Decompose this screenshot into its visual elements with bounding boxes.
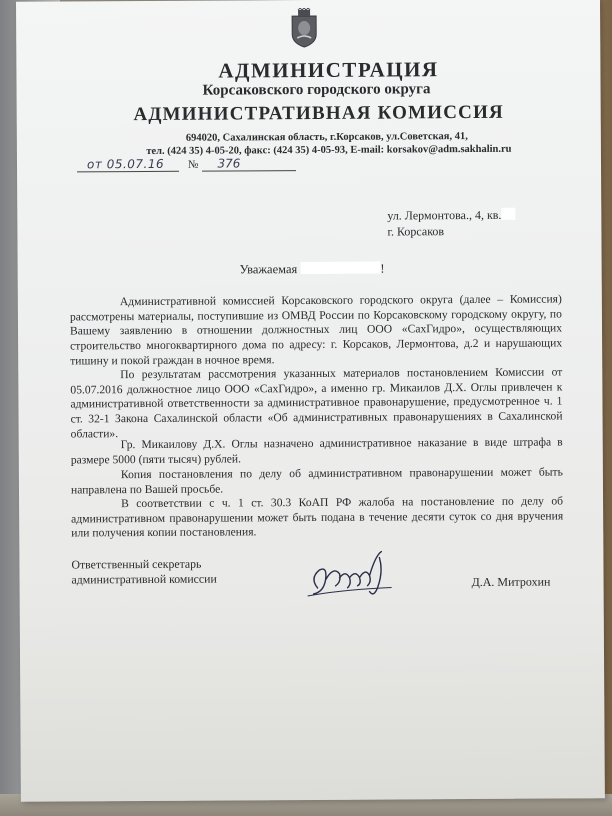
greeting-end: ! xyxy=(380,261,385,276)
document-date: 05.07.16 xyxy=(106,156,165,172)
letterhead-address: 694020, Сахалинская область, г.Корсаков, ул.Советская, 41, xyxy=(185,131,468,144)
recipient-address xyxy=(387,207,515,240)
signatory-title-line: Ответственный секретарь xyxy=(71,556,202,572)
signatory-title xyxy=(71,557,216,588)
letterhead-district: Корсаковского городского округа xyxy=(202,81,431,99)
recipient-city: г. Корсаков xyxy=(387,224,445,239)
letterhead-commission: АДМИНИСТРАТИВНАЯ КОМИССИЯ xyxy=(133,101,505,126)
redaction-box xyxy=(501,208,515,220)
document-reference xyxy=(77,156,296,172)
document-date-field xyxy=(77,157,179,173)
signatory-title-line: административной комиссии xyxy=(71,571,217,587)
body-paragraph: Копия постановления по делу об административном правонарушении может быть направлена по Вашей просьбе. xyxy=(70,465,563,497)
number-label: № xyxy=(187,158,199,171)
redaction-box xyxy=(300,262,380,274)
body-paragraph: Административной комиссией Корсаковского городского округа (далее – Комиссия) рассмотрены материалы, поступившие из ОМВД России по Корсаковскому городскому округу, по Вашему заявлению в отношении должностных лиц ООО «СахГидро», осуществляющих строительство многоквартирного дома по адресу: г. Корсаков, Лермонтова, д.2 и нарушающих тишину и покой граждан в ночное время. xyxy=(69,292,563,368)
letterhead-contacts: тел. (424 35) 4-05-20, факс: (424 35) 4-05-93, E-mail: korsakov@adm.sakhalin.ru xyxy=(146,143,512,157)
handwritten-signature xyxy=(299,547,399,608)
letter-sheet xyxy=(16,0,605,802)
greeting-word: Уважаемая xyxy=(239,262,298,277)
greeting xyxy=(240,262,385,278)
signatory-name: Д.А. Митрохин xyxy=(471,574,551,590)
coat-of-arms-icon xyxy=(289,8,319,48)
letterhead-title: АДМИНИСТРАЦИЯ xyxy=(218,57,439,83)
date-prefix: от xyxy=(86,157,103,172)
body-paragraph: В соответствии с ч. 1 ст. 30.3 КоАП РФ жалоба на постановление по делу об административном правонарушении может быть подана в течение десяти суток со дня вручения или получения копии постановления. xyxy=(71,494,564,540)
body-paragraph: По результатам рассмотрения указанных материалов постановлением Комиссии от 05.07.2016 должностное лицо ООО «СахГидро», а именно гр. Микаилов Д.Х. Оглы привлечен к административной ответственности за административное правонарушение, предусмотренное ч. 1 ст. 32-1 Закона Сахалинской области «Об административных правонарушениях в Сахалинской области». xyxy=(70,365,563,441)
document-number: 376 xyxy=(201,156,295,172)
body-paragraph: Гр. Микаилову Д.Х. Оглы назначено административное наказание в виде штрафа в размере 5000 (пяти тысяч) рублей. xyxy=(70,435,563,467)
recipient-street: ул. Лермонтова., 4, кв. xyxy=(387,207,502,223)
